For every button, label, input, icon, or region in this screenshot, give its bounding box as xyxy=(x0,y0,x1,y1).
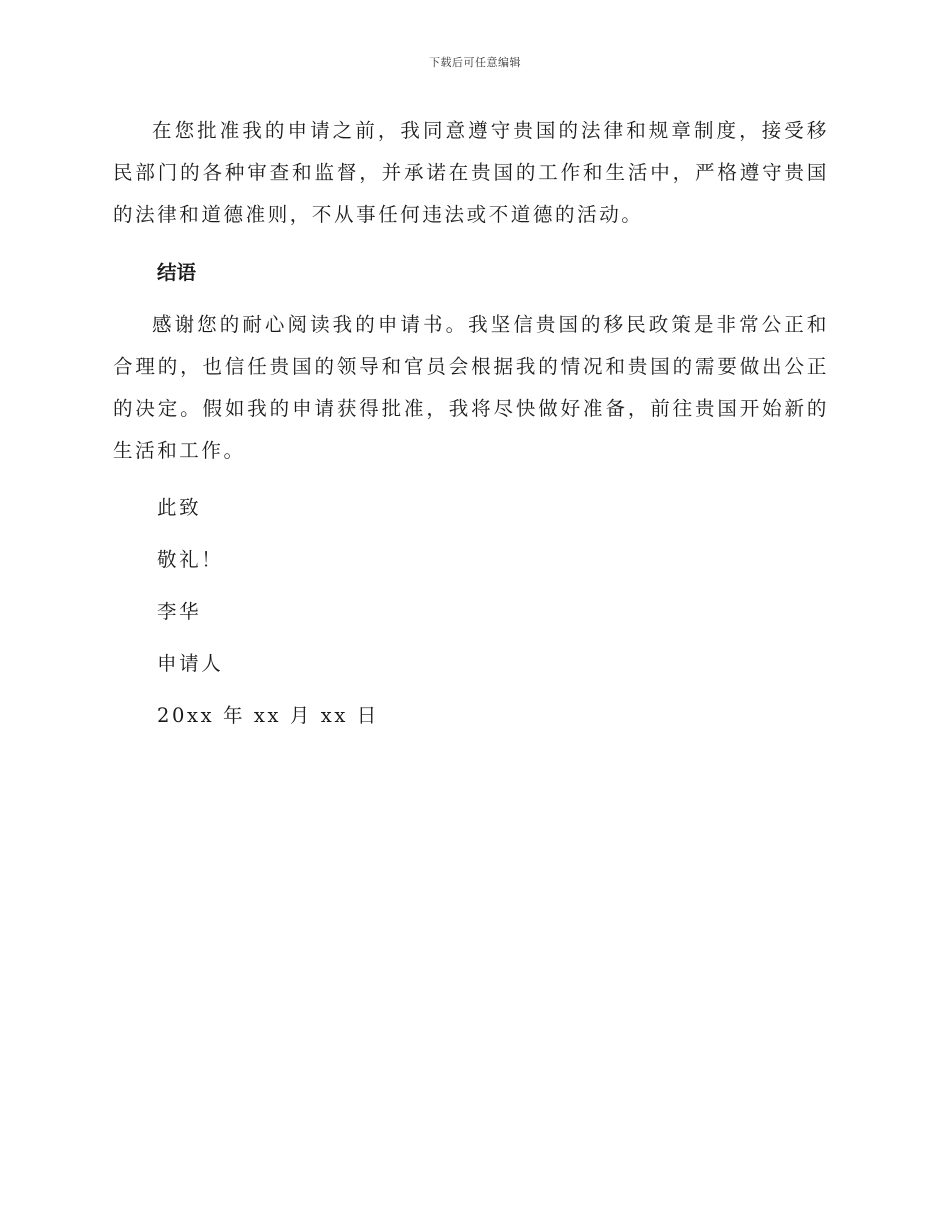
compliance-paragraph: 在您批准我的申请之前，我同意遵守贵国的法律和规章制度，接受移民部门的各种审查和监督，并承诺在贵国的工作和生活中，严格遵守贵国的法律和道德准则，不从事任何违法或不道德的活动。 xyxy=(113,119,829,226)
closing-block xyxy=(113,482,829,742)
signature-date: 20xx 年 xx 月 xx 日 xyxy=(157,704,379,727)
conclusion-paragraph: 感谢您的耐心阅读我的申请书。我坚信贵国的移民政策是非常公正和合理的，也信任贵国的领导和官员会根据我的情况和贵国的需要做出公正的决定。假如我的申请获得批准，我将尽快做好准备，前往贵国开始新的生活和工作。 xyxy=(113,313,829,462)
page-header: 下载后可任意编辑 xyxy=(429,56,521,69)
section-heading-conclusion: 结语 xyxy=(157,261,197,284)
closing-salutation: 此致 xyxy=(157,496,202,519)
closing-regards: 敬礼！ xyxy=(157,548,224,571)
signature-name: 李华 xyxy=(157,600,202,623)
document-body xyxy=(113,110,829,742)
signature-role: 申请人 xyxy=(157,652,224,675)
